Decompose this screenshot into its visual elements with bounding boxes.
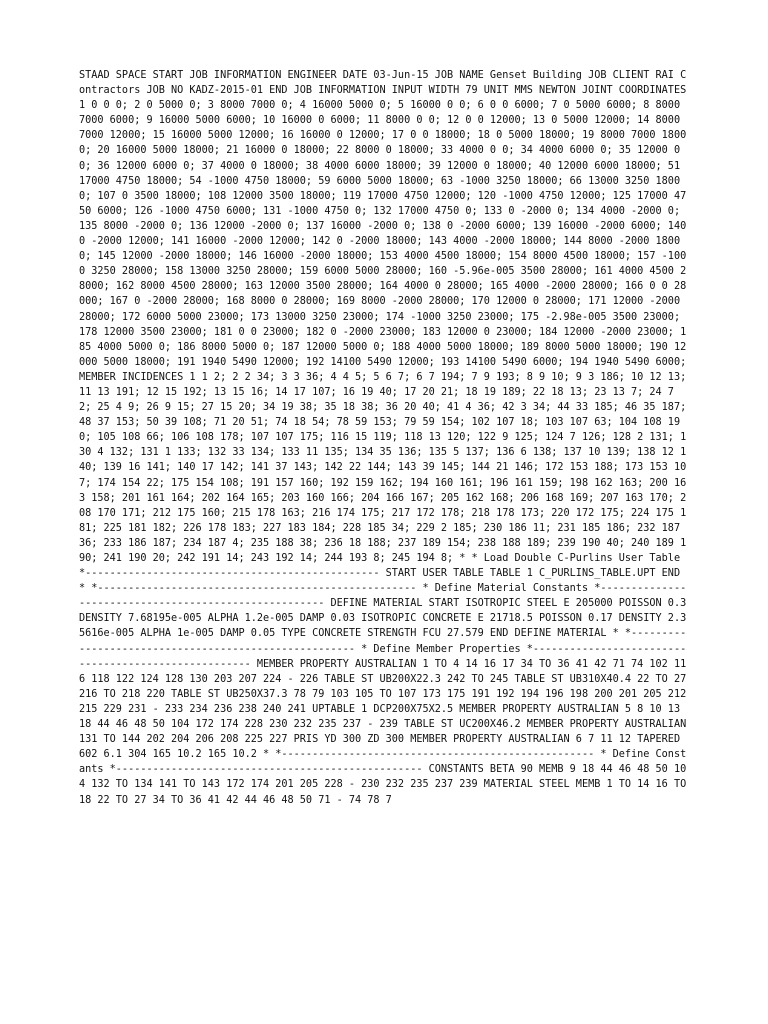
staad-input-text: STAAD SPACE START JOB INFORMATION ENGINEER DATE 03-Jun-15 JOB NAME Genset Building JOB CLIENT RAI Contractors JOB NO KADZ-2015-01 END JOB INFORMATION INPUT WIDTH 79 UNIT MMS NEWTON JOINT COORDINATES 1 0 0 0; 2 0 5000 0; 3 8000 7000 0; 4 16000 5000 0; 5 16000 0 0; 6 0 0 6000; 7 0 5000 6000; 8 8000 7000 6000; 9 16000 5000 6000; 10 16000 0 6000; 11 8000 0 0; 12 0 0 12000; 13 0 5000 12000; 14 8000 7000 12000; 15 16000 5000 12000; 16 16000 0 12000; 17 0 0 18000; 18 0 5000 18000; 19 8000 7000 18000; 20 16000 5000 18000; 21 16000 0 18000; 22 8000 0 18000; 33 4000 0 0; 34 4000 6000 0; 35 12000 0 0; 36 12000 6000 0; 37 4000 0 18000; 38 4000 6000 18000; 39 12000 0 18000; 40 12000 6000 18000; 51 17000 4750 18000; 54 -1000 4750 18000; 59 6000 5000 18000; 63 -1000 3250 18000; 66 13000 3250 18000; 107 0 3500 18000; 108 12000 3500 18000; 119 17000 4750 12000; 120 -1000 4750 12000; 125 17000 4750 6000; 126 -1000 4750 6000; 131 -1000 4750 0; 132 17000 4750 0; 133 0 -2000 0; 134 4000 -2000 0; 135 8000 -2000 0; 136 12000 -2000 0; 137 16000 -2000 0; 138 0 -2000 6000; 139 16000 -2000 6000; 140 0 -2000 12000; 141 16000 -2000 12000; 142 0 -2000 18000; 143 4000 -2000 18000; 144 8000 -2000 18000; 145 12000 -2000 18000; 146 16000 -2000 18000; 153 4000 4500 18000; 154 8000 4500 18000; 157 -1000 3250 28000; 158 13000 3250 28000; 159 6000 5000 28000; 160 -5.96e-005 3500 28000; 161 4000 4500 28000; 162 8000 4500 28000; 163 12000 3500 28000; 164 4000 0 28000; 165 4000 -2000 28000; 166 0 0 28000; 167 0 -2000 28000; 168 8000 0 28000; 169 8000 -2000 28000; 170 12000 0 28000; 171 12000 -2000 28000; 172 6000 5000 23000; 173 13000 3250 23000; 174 -1000 3250 23000; 175 -2.98e-005 3500 23000; 178 12000 3500 23000; 181 0 0 23000; 182 0 -2000 23000; 183 12000 0 23000; 184 12000 -2000 23000; 185 4000 5000 0; 186 8000 5000 0; 187 12000 5000 0; 188 4000 5000 18000; 189 8000 5000 18000; 190 12000 5000 18000; 191 1940 5490 12000; 192 14100 5490 12000; 193 14100 5490 6000; 194 1940 5490 6000; MEMBER INCIDENCES 1 1 2; 2 2 34; 3 3 36; 4 4 5; 5 6 7; 6 7 194; 7 9 193; 8 9 10; 9 3 186; 10 12 13; 11 13 191; 12 15 192; 13 15 16; 14 17 107; 16 19 40; 17 20 21; 18 19 189; 22 18 13; 23 13 7; 24 7 2; 25 4 9; 26 9 15; 27 15 20; 34 19 38; 35 18 38; 36 20 40; 41 4 36; 42 3 34; 44 33 185; 46 35 187; 48 37 153; 50 39 108; 71 20 51; 74 18 54; 78 59 153; 79 59 154; 102 107 18; 103 107 63; 104 108 190; 105 108 66; 106 108 178; 107 107 175; 116 15 119; 118 13 120; 122 9 125; 124 7 126; 128 2 131; 130 4 132; 131 1 133; 132 33 134; 133 11 135; 134 35 136; 135 5 137; 136 6 138; 137 10 139; 138 12 140; 139 16 141; 140 17 142; 141 37 143; 142 22 144; 143 39 145; 144 21 146; 172 153 188; 173 153 107; 174 154 22; 175 154 108; 191 157 160; 192 159 162; 194 160 161; 196 161 159; 198 162 163; 200 163 158; 201 161 164; 202 164 165; 203 160 166; 204 166 167; 205 162 168; 206 168 169; 207 163 170; 208 170 171; 212 175 160; 215 178 163; 216 174 175; 217 172 178; 218 178 173; 220 172 175; 224 175 181; 225 181 182; 226 178 183; 227 183 184; 228 185 34; 229 2 185; 230 186 11; 231 185 186; 232 187 36; 233 186 187; 234 187 4; 235 188 38; 236 18 188; 237 189 154; 238 188 189; 239 190 40; 240 189 190; 241 190 20; 242 191 14; 243 192 14; 244 193 8; 245 194 8; * * Load Double C-Purlins User Table *------------------------------------------------ START USER TABLE TABLE 1 C_PURLINS_TABLE.UPT END * *---------------------------------------------------- * Define Material Constants *------------------------------------------------------ DEFINE MATERIAL START ISOTROPIC STEEL E 205000 POISSON 0.3 DENSITY 7.68195e-005 ALPHA 1.2e-005 DAMP 0.03 ISOTROPIC CONCRETE E 21718.5 POISSON 0.17 DENSITY 2.35616e-005 ALPHA 1e-005 DAMP 0.05 TYPE CONCRETE STRENGTH FCU 27.579 END DEFINE MATERIAL * *------------------------------------------------------ * Define Member Properties *----------------------------------------------------- MEMBER PROPERTY AUSTRALIAN 1 TO 4 14 16 17 34 TO 36 41 42 71 74 102 116 118 122 124 128 130 203 207 224 - 226 TABLE ST UB200X22.3 242 TO 245 TABLE ST UB310X40.4 22 TO 27 216 TO 218 220 TABLE ST UB250X37.3 78 79 103 105 TO 107 173 175 191 192 194 196 198 200 201 205 212 215 229 231 - 233 234 236 238 240 241 UPTABLE 1 DCP200X75X2.5 MEMBER PROPERTY AUSTRALIAN 5 8 10 13 18 44 46 48 50 104 172 174 228 230 232 235 237 - 239 TABLE ST UC200X46.2 MEMBER PROPERTY AUSTRALIAN 131 TO 144 202 204 206 208 225 227 PRIS YD 300 ZD 300 MEMBER PROPERTY AUSTRALIAN 6 7 11 12 TAPERED 602 6.1 304 165 10.2 165 10.2 * *--------------------------------------------------- * Define Constants *-------------------------------------------------- CONSTANTS BETA 90 MEMB 9 18 44 46 48 50 104 132 TO 134 141 TO 143 172 174 201 205 228 - 230 232 235 237 239 MATERIAL STEEL MEMB 1 TO 14 16 TO 18 22 TO 27 34 TO 36 41 42 44 46 48 50 71 - 74 78 7 [79,70,693,806]
